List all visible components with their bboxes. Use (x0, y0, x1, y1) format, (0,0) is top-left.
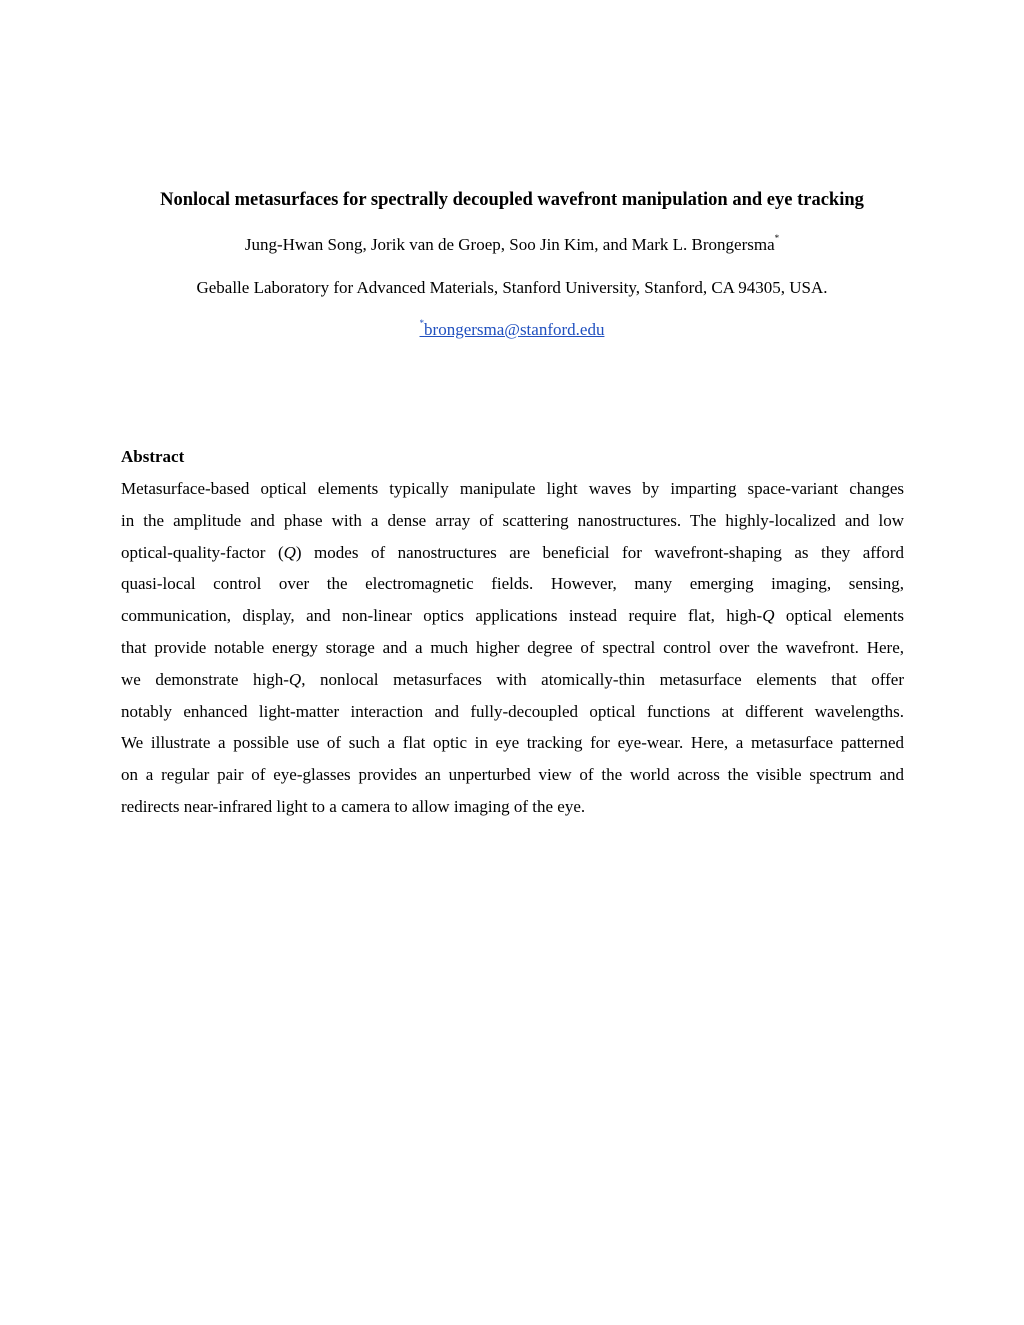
abstract-text: that provide notable energy storage and a much higher degree of spectral control over the wavefront. Here, (121, 637, 904, 657)
email-marker: * (419, 318, 425, 329)
abstract-text: redirects near-infrared light to a camera to allow imaging of the eye. (121, 796, 586, 816)
abstract-line (121, 699, 904, 731)
abstract-line (121, 476, 904, 508)
abstract-text: notably enhanced light-matter interaction and fully-decoupled optical functions at different wavelengths. (121, 701, 904, 721)
abstract-line (121, 540, 904, 572)
author-list (0, 232, 1024, 258)
contact-email-line (0, 317, 1024, 343)
email-link[interactable] (420, 320, 605, 339)
corresponding-author-marker: * (774, 233, 780, 244)
abstract-line (121, 794, 904, 826)
email-address: brongersma@stanford.edu (424, 320, 605, 339)
abstract-text: in the amplitude and phase with a dense array of scattering nanostructures. The highly-localized and low (121, 510, 904, 530)
q-symbol: Q (288, 669, 302, 689)
paper-title: Nonlocal metasurfaces for spectrally decoupled wavefront manipulation and eye tracking (160, 190, 864, 210)
abstract-line (121, 667, 904, 699)
abstract-text: We illustrate a possible use of such a flat optic in eye tracking for eye-wear. Here, a metasurface patterned (121, 733, 904, 753)
abstract-text: Metasurface-based optical elements typically manipulate light waves by imparting space-variant changes (121, 479, 904, 498)
abstract-line (121, 762, 904, 794)
abstract-text: ) modes of nanostructures are beneficial for wavefront-shaping as they afford (295, 542, 904, 562)
abstract-text: on a regular pair of eye-glasses provides an unperturbed view of the world across the visible spectrum and (121, 765, 904, 785)
abstract-line (121, 603, 904, 635)
abstract-text: optical-quality-factor ( (121, 542, 284, 562)
abstract-line (121, 635, 904, 667)
abstract-line (121, 571, 904, 603)
affiliation: Geballe Laboratory for Advanced Materials, Stanford University, Stanford, CA 94305, USA. (196, 278, 828, 297)
abstract-text: optical elements (774, 606, 904, 626)
abstract-text: quasi-local control over the electromagnetic fields. However, many emerging imaging, sensing, (121, 574, 904, 594)
abstract-line (121, 730, 904, 762)
abstract-text: , nonlocal metasurfaces with atomically-thin metasurface elements that offer (301, 669, 904, 689)
abstract-line (121, 508, 904, 540)
abstract-heading: Abstract (121, 447, 185, 466)
abstract-body (121, 476, 904, 826)
author-names: Jung-Hwan Song, Jorik van de Groep, Soo Jin Kim, and Mark L. Brongersma (244, 235, 775, 254)
abstract-text: communication, display, and non-linear optics applications instead require flat, high- (121, 606, 763, 626)
q-symbol: Q (762, 606, 775, 626)
q-symbol: Q (283, 542, 296, 562)
abstract-text: we demonstrate high- (121, 669, 289, 689)
